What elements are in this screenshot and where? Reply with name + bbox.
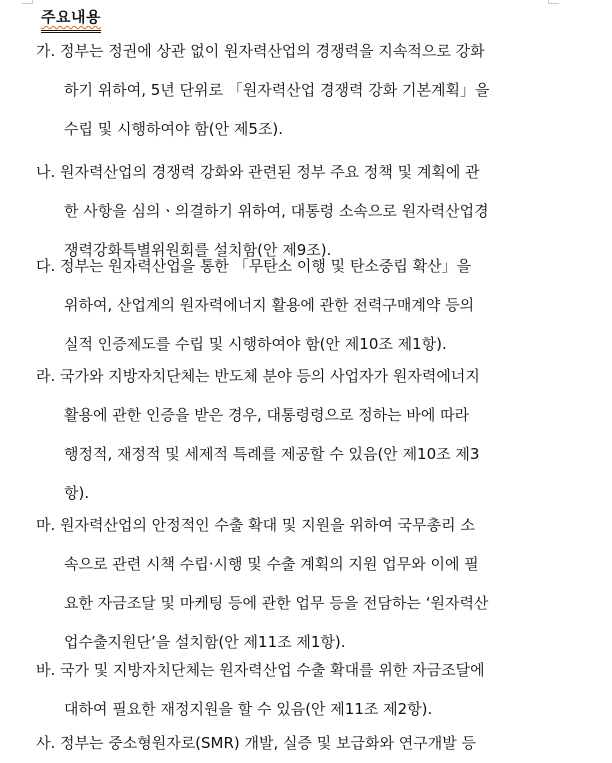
item-marker: 바. (36, 661, 56, 679)
item-marker: 가. (36, 42, 56, 60)
item-marker: 사. (36, 734, 56, 752)
item-line: 국가 및 지방자치단체는 원자력산업 수출 확대를 위한 자금조달에 (60, 661, 485, 679)
page-corner-mark-right (548, 0, 559, 4)
item-marker: 마. (36, 516, 56, 534)
item-line: 국가와 지방자치단체는 반도체 분야 등의 사업자가 원자력에너지 (60, 367, 480, 385)
item-marker: 다. (36, 257, 56, 275)
item-line: 원자력산업의 안정적인 수출 확대 및 지원을 위하여 국무총리 소 (60, 516, 475, 534)
item-line: 정부는 원자력산업을 통한 「무탄소 이행 및 탄소중립 확산」을 (60, 257, 472, 275)
page-corner-mark-left (22, 0, 33, 4)
list-item-sa (36, 724, 556, 763)
item-line: 원자력산업의 경쟁력 강화와 관련된 정부 주요 정책 및 계획에 관 (60, 163, 480, 181)
section-heading (41, 6, 101, 33)
item-line: 수립 및 시행하여야 함(안 제5조). (64, 120, 283, 138)
item-line: 업수출지원단’을 설치함(안 제11조 제1항). (64, 633, 346, 651)
item-line: 한 사항을 심의ㆍ의결하기 위하여, 대통령 소속으로 원자력산업경 (64, 202, 489, 220)
item-line: 쟁력강화특별위원회를 설치함(안 제9조). (64, 241, 332, 259)
list-item-ba (36, 651, 556, 729)
item-line: 정부는 정권에 상관 없이 원자력산업의 경쟁력을 지속적으로 강화 (60, 42, 485, 60)
item-line: 행정적, 재정적 및 세제적 특례를 제공할 수 있음(안 제10조 제3 (64, 445, 480, 463)
item-line: 속으로 관련 시책 수립·시행 및 수출 계획의 지원 업무와 이에 필 (64, 555, 479, 573)
item-marker: 라. (36, 367, 56, 385)
item-line: 정부는 중소형원자로(SMR) 개발, 실증 및 보급화와 연구개발 등 (60, 734, 477, 752)
list-item-ra (36, 357, 556, 513)
heading-text: 주요내용 (41, 8, 101, 26)
item-line: 항). (64, 484, 90, 502)
item-line: 활용에 관한 인증을 받은 경우, 대통령령으로 정하는 바에 따라 (64, 406, 470, 424)
item-line: 요한 자금조달 및 마케팅 등에 관한 업무 등을 전담하는 ‘원자력산 (64, 594, 489, 612)
item-line: 대하여 필요한 재정지원을 할 수 있음(안 제11조 제2항). (64, 700, 433, 718)
item-marker: 나. (36, 163, 56, 181)
list-item-ga (36, 32, 556, 149)
list-item-da (36, 247, 556, 364)
item-line: 실적 인증제도를 수립 및 시행하여야 함(안 제10조 제1항). (64, 335, 447, 353)
item-line: 위하여, 산업계의 원자력에너지 활용에 관한 전력구매계약 등의 (64, 296, 475, 314)
list-item-ma (36, 506, 556, 662)
item-line: 하기 위하여, 5년 단위로 「원자력산업 경쟁력 강화 기본계획」을 (64, 81, 490, 99)
